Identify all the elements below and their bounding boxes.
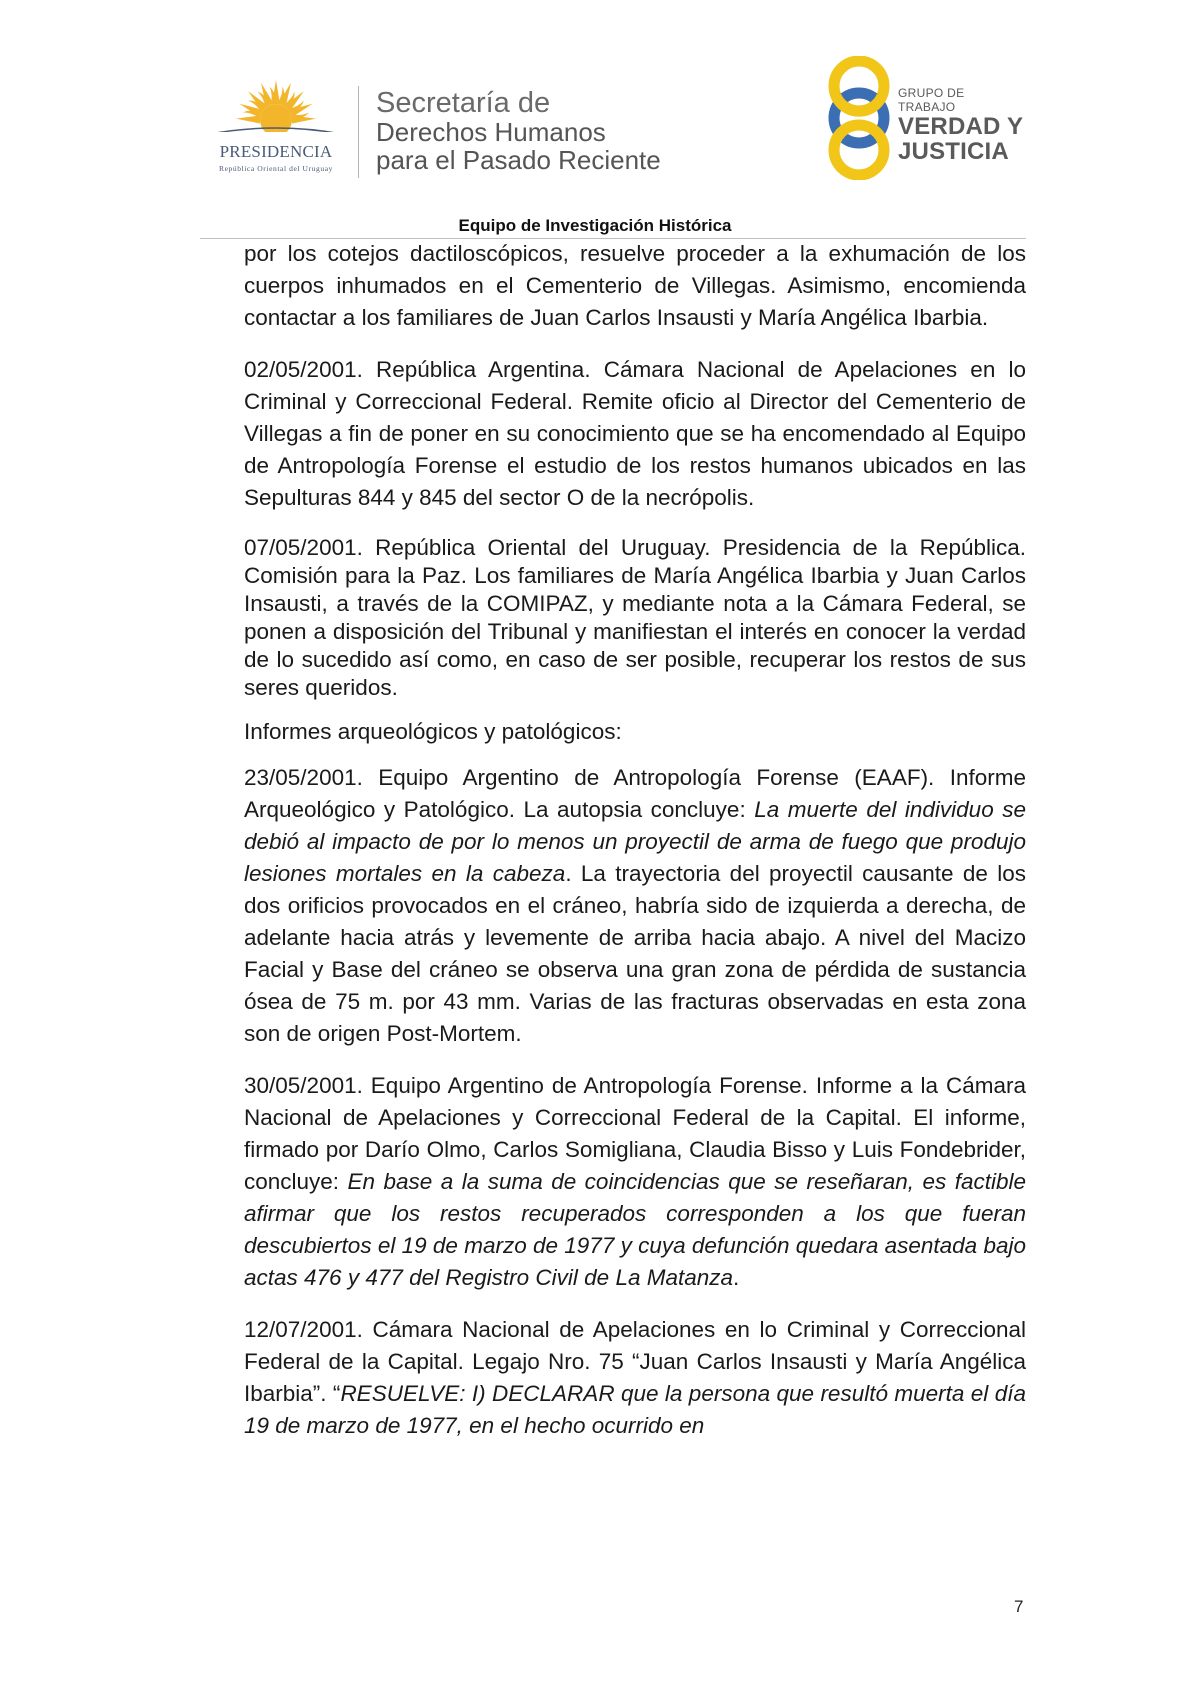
secretaria-line-3: para el Pasado Reciente bbox=[376, 145, 661, 175]
paragraph-1: por los cotejos dactiloscópicos, resuelve proceder a la exhumación de los cuerpos inhumados en el Cementerio de Villegas. Asimismo, encomienda contactar a los familiares de Juan Carlos Insausti y María Angélica Ibarbia. bbox=[244, 241, 1026, 330]
paragraph-5-quote: La muerte del individuo se debió al impacto de por lo menos un proyectil de arma de fuego que produjo lesiones mortales en la cabeza bbox=[244, 797, 1026, 886]
sun-emblem-icon bbox=[196, 78, 356, 148]
gt-line-3: JUSTICIA bbox=[898, 138, 1009, 165]
secretaria-line-1: Secretaría de bbox=[376, 87, 551, 119]
paragraph-6-quote: En base a la suma de coincidencias que se reseñaran, es factible afirmar que los restos recuperados corresponden a los que fueran descubiertos el 19 de marzo de 1977 y cuya defunción quedara asentada bajo actas 476 y 477 del Registro Civil de La Matanza bbox=[244, 1169, 1026, 1290]
section-title: Equipo de Investigación Histórica bbox=[458, 216, 732, 235]
page-header bbox=[0, 0, 1190, 230]
paragraph-5-text-c: . La trayectoria del proyectil causante de los dos orificios provocados en el cráneo, habría sido de izquierda a derecha, de adelante hacia atrás y levemente de arriba hacia abajo. A nivel del Macizo Facial y Base del cráneo se observa una gran zona de pérdida de sustancia ósea de 75 m. por 43 mm. Varias de las fracturas observadas en esta zona son de origen Post-Mortem. bbox=[244, 861, 1026, 1046]
gt-line-1: GRUPO DE TRABAJO bbox=[898, 86, 965, 114]
paragraph-6 bbox=[244, 1070, 1026, 1294]
paragraph-7-text-a: 12/07/2001. Cámara Nacional de Apelaciones en lo Criminal y Correccional Federal de la Capital. Legajo Nro. 75 “Juan Carlos Insausti y María Angélica Ibarbia”. “ bbox=[244, 1317, 1026, 1406]
presidencia-subtitle: República Oriental del Uruguay bbox=[218, 164, 333, 173]
presidencia-logo bbox=[196, 78, 356, 178]
page-number: 7 bbox=[1014, 1597, 1024, 1616]
gt-line-2: VERDAD Y bbox=[898, 113, 1024, 140]
linked-rings-icon bbox=[824, 56, 894, 180]
paragraph-7 bbox=[244, 1314, 1026, 1442]
presidencia-wordmark: PRESIDENCIA bbox=[219, 142, 333, 161]
paragraph-6-text-c: . bbox=[733, 1265, 740, 1290]
secretaria-logo-text bbox=[376, 88, 661, 174]
secretaria-line-2: Derechos Humanos bbox=[376, 117, 606, 147]
header-divider bbox=[358, 86, 359, 178]
paragraph-4: Informes arqueológicos y patológicos: bbox=[244, 719, 622, 744]
paragraph-7-quote: RESUELVE: I) DECLARAR que la persona que resultó muerta el día 19 de marzo de 1977, en el hecho ocurrido en bbox=[244, 1381, 1026, 1438]
verdad-justicia-logo bbox=[824, 56, 1024, 180]
document-body bbox=[244, 238, 1026, 1462]
verdad-justicia-text bbox=[898, 86, 1024, 164]
paragraph-6-text-a: 30/05/2001. Equipo Argentino de Antropología Forense. Informe a la Cámara Nacional de Apelaciones y Correccional Federal de la Capital. El informe, firmado por Darío Olmo, Carlos Somigliana, Claudia Bisso y Luis Fondebrider, concluye: bbox=[244, 1073, 1026, 1194]
paragraph-5 bbox=[244, 762, 1026, 1050]
paragraph-3: 07/05/2001. República Oriental del Uruguay. Presidencia de la República. Comisión para la Paz. Los familiares de María Angélica Ibarbia y Juan Carlos Insausti, a través de la COMIPAZ, y mediante nota a la Cámara Federal, se ponen a disposición del Tribunal y manifiestan el interés en conocer la verdad de lo sucedido así como, en caso de ser posible, recuperar los restos de sus seres queridos. bbox=[244, 535, 1026, 700]
paragraph-5-text-a: 23/05/2001. Equipo Argentino de Antropología Forense (EAAF). Informe Arqueológico y Patológico. La autopsia concluye: bbox=[244, 765, 1026, 822]
paragraph-2: 02/05/2001. República Argentina. Cámara Nacional de Apelaciones en lo Criminal y Correccional Federal. Remite oficio al Director del Cementerio de Villegas a fin de poner en su conocimiento que se ha encomendado al Equipo de Antropología Forense el estudio de los restos humanos ubicados en las Sepulturas 844 y 845 del sector O de la necrópolis. bbox=[244, 357, 1026, 510]
